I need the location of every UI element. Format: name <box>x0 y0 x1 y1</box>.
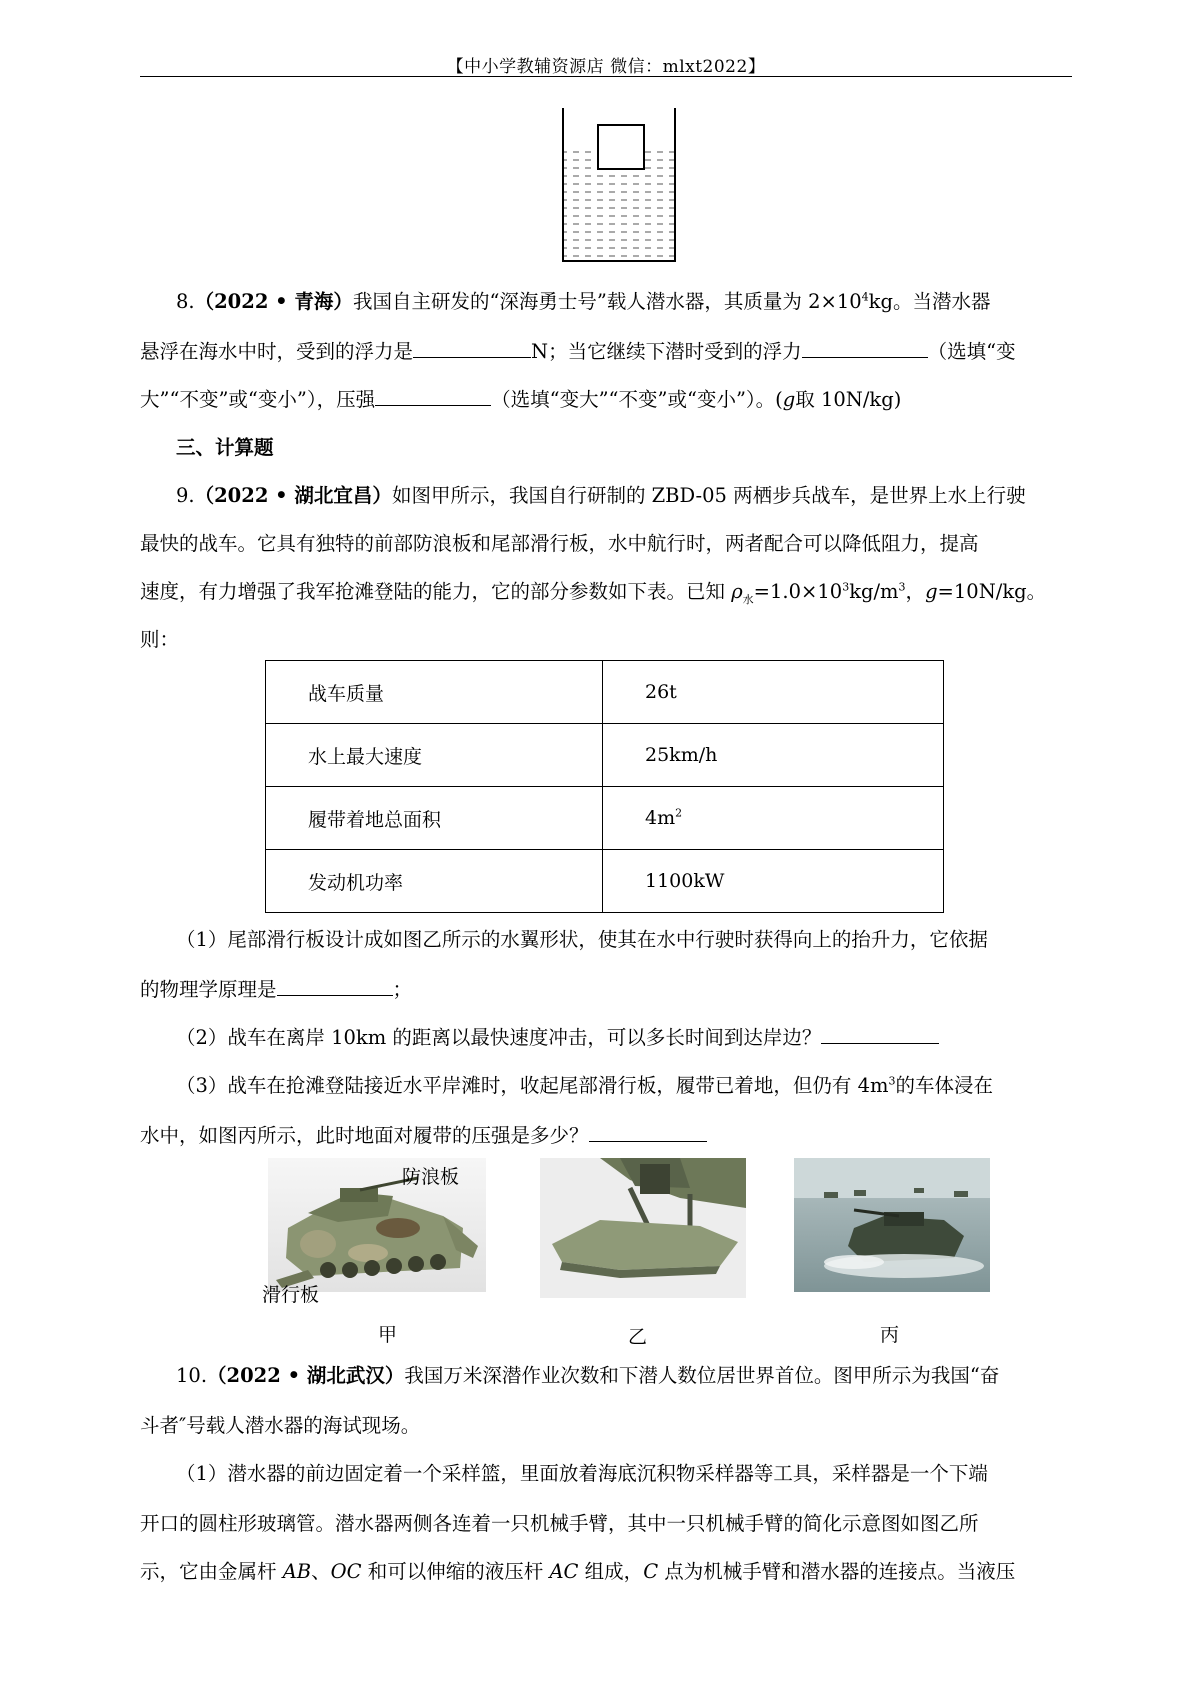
table-cell-value: $4m^2$ <box>603 787 944 850</box>
table-cell-name: 战车质量 <box>266 661 603 724</box>
q8-line-1: 8.（2022 • 青海）我国自主研发的“深海勇士号”载人潜水器，其质量为 $2\times 10^4kg$。当潜水器 <box>176 290 991 313</box>
caption-jia: 甲 <box>378 1324 398 1346</box>
q9-sub3-line-2: 水中，如图丙所示，此时地面对履带的压强是多少？ <box>140 1122 1072 1150</box>
q8-source: （2022 • 青海） <box>194 290 353 313</box>
table-cell-name: 水上最大速度 <box>266 724 603 787</box>
figure-yi-hydrofoil <box>540 1158 746 1298</box>
parameter-table <box>265 660 944 913</box>
q9-line-2: 最快的战车。它具有独特的前部防浪板和尾部滑行板，水中航行时，两者配合可以降低阻力，提高 <box>140 532 979 555</box>
table-cell-value: 25km/h <box>603 724 944 787</box>
table-row <box>266 661 944 724</box>
q9-source: （2022 • 湖北宜昌） <box>194 484 392 507</box>
table-cell-name: 发动机功率 <box>266 850 603 913</box>
table-row <box>266 850 944 913</box>
q8-line-2: 悬浮在海水中时，受到的浮力是 N；当它继续下潜时受到的浮力 （选填“变 <box>140 340 1016 363</box>
q8-blank-3[interactable] <box>375 387 491 406</box>
page-header: 【中小学教辅资源店 微信：mlxt2022】 <box>446 57 766 77</box>
table-cell-value: 1100kW <box>603 850 944 913</box>
q9-blank-2[interactable] <box>821 1025 939 1044</box>
q9-line-1: 9.（2022 • 湖北宜昌）如图甲所示，我国自行研制的 ZBD-05 两栖步兵战车，是世界上水上行驶 <box>176 484 1026 507</box>
q9-sub2: （2）战车在离岸 10km 的距离以最快速度冲击，可以多长时间到达岸边？ <box>176 1024 1072 1052</box>
q9-sub1-line-2: 的物理学原理是 ； <box>140 978 413 1001</box>
q10-sub1-line-1: （1）潜水器的前边固定着一个采样篮，里面放着海底沉积物采样器等工具，采样器是一个下端 <box>176 1462 988 1485</box>
q10-line-1: 10.（2022 • 湖北武汉）我国万米深潜作业次数和下潜人数位居世界首位。图甲所示为我国“奋 <box>176 1364 1000 1387</box>
q9-line-3: 速度，有力增强了我军抢滩登陆的能力，它的部分参数如下表。已知 $\rho_水=1.0\times 10^3kg/m^3$，g=10N/kg。 <box>140 580 1047 606</box>
q8-blank-2[interactable] <box>802 339 928 358</box>
q9-line-4: 则： <box>140 628 180 651</box>
caption-yi: 乙 <box>628 1326 648 1348</box>
q8-line-3: 大”“不变”或“变小”），压强 （选填“变大”“不变”或“变小”）。(g取 10N/kg) <box>140 388 902 411</box>
q10-line-2: 斗者″号载人潜水器的海试现场。 <box>140 1414 421 1437</box>
table-cell-value: 26t <box>603 661 944 724</box>
q9-blank-1[interactable] <box>277 977 393 996</box>
q9-blank-3[interactable] <box>589 1123 707 1142</box>
section-title: 三、计算题 <box>176 436 274 459</box>
container-with-block-figure <box>560 108 680 268</box>
q10-sub1-line-2: 开口的圆柱形玻璃管。潜水器两侧各连着一只机械手臂，其中一只机械手臂的简化示意图如图乙所 <box>140 1512 979 1535</box>
figure-bing-tank-in-water <box>794 1158 990 1292</box>
table-row <box>266 724 944 787</box>
floating-block <box>598 125 644 169</box>
q9-sub1-line-1: （1）尾部滑行板设计成如图乙所示的水翼形状，使其在水中行驶时获得向上的抬升力，它依据 <box>176 928 988 951</box>
table-row <box>266 787 944 850</box>
table-cell-name: 履带着地总面积 <box>266 787 603 850</box>
caption-bing: 丙 <box>880 1324 900 1346</box>
q10-source: （2022 • 湖北武汉） <box>207 1364 405 1387</box>
label-sliding-board: 滑行板 <box>262 1284 320 1306</box>
q10-sub1-line-3: 示，它由金属杆 AB、OC 和可以伸缩的液压杆 AC 组成，C 点为机械手臂和潜水器的连接点。当液压 <box>140 1560 1016 1583</box>
q8-blank-1[interactable] <box>413 339 531 358</box>
label-wave-board: 防浪板 <box>402 1166 460 1188</box>
header-divider <box>140 76 1072 77</box>
q9-sub3-line-1: （3）战车在抢滩登陆接近水平岸滩时，收起尾部滑行板，履带已着地，但仍有 $4m^3$的车体浸在 <box>176 1074 994 1097</box>
